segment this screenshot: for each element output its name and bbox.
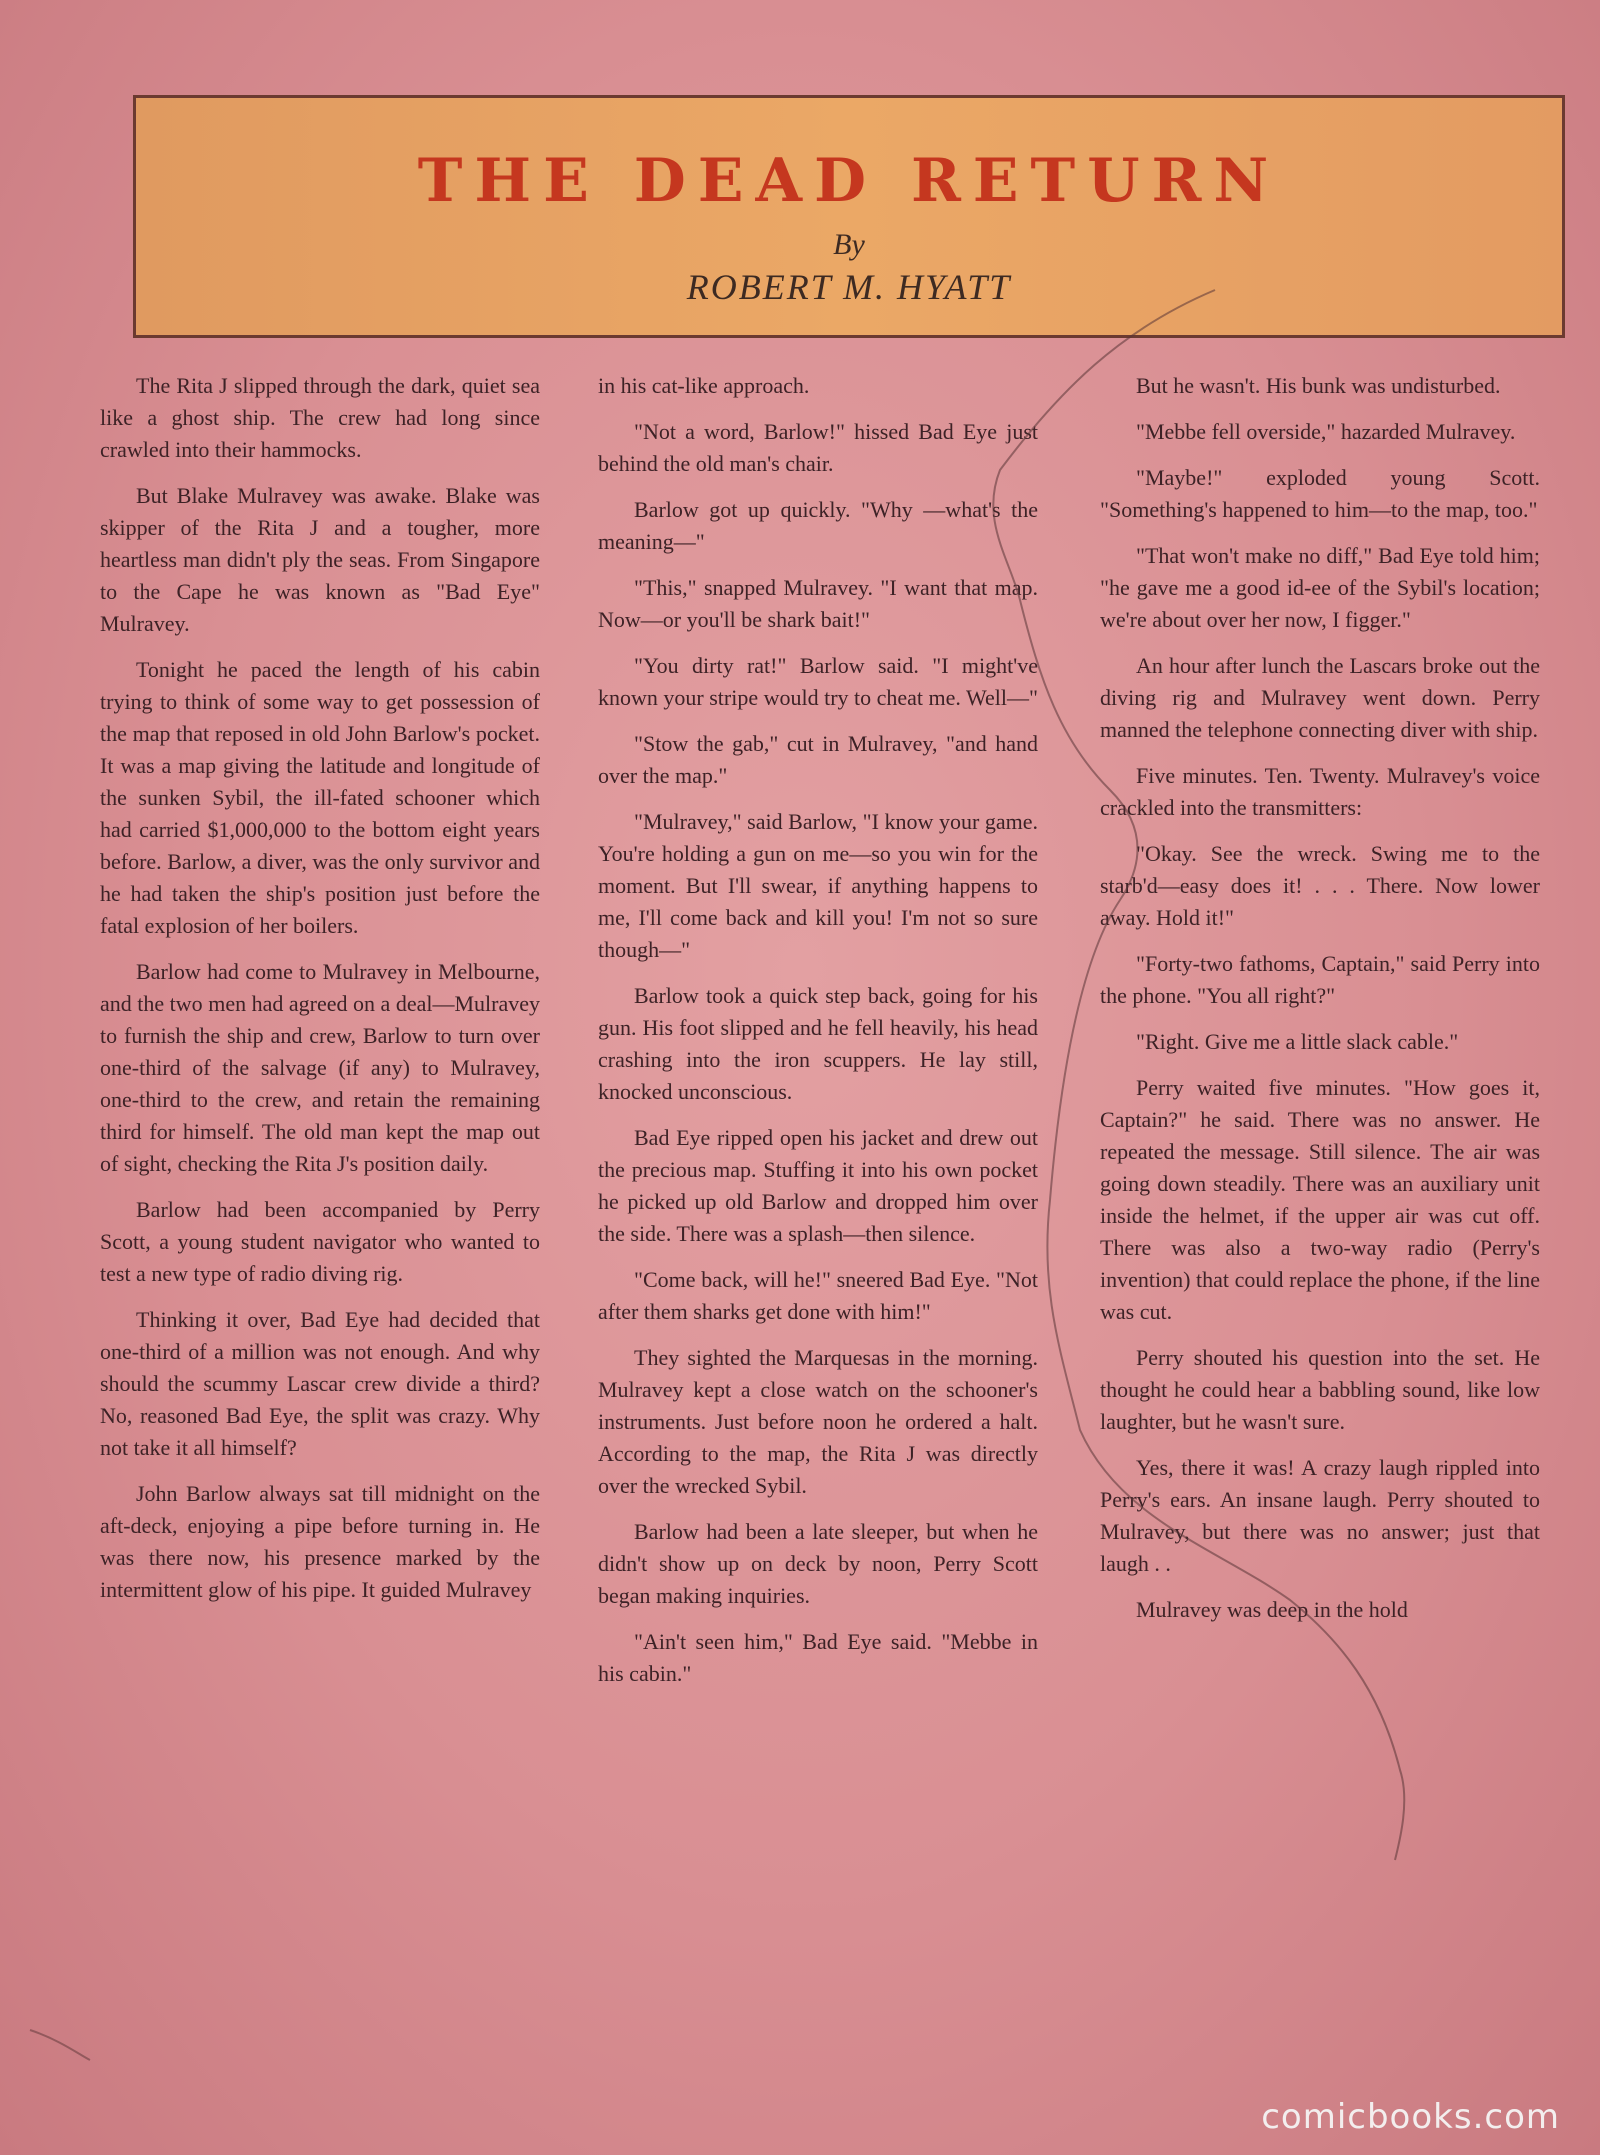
paragraph: "Right. Give me a little slack cable." bbox=[1136, 1029, 1459, 1054]
paragraph: "You dirty rat!" Barlow said. "I might've known your stripe would try to cheat me. Well—" bbox=[598, 653, 1038, 710]
paragraph: But Blake Mulravey was awake. Blake was skipper of the Rita J and a tougher, more heartless man didn't ply the seas. From Singapore to the Cape he was known as "Bad Eye" Mulravey. bbox=[100, 483, 540, 636]
title-banner bbox=[133, 95, 1565, 338]
paragraph: Tonight he paced the length of his cabin trying to think of some way to get possession of the map that reposed in old John Barlow's pocket. It was a map giving the latitude and longitude of the sunken Sybil, the ill-fated schooner which had carried $1,000,000 to the bottom eight years before. Barlow, a diver, was the only survivor and he had taken the ship's position just before the fatal explosion of her boilers. bbox=[100, 657, 540, 938]
paragraph: in his cat-like approach. bbox=[598, 373, 810, 398]
paragraph: Barlow got up quickly. "Why —what's the meaning—" bbox=[598, 497, 1038, 554]
text-column-2 bbox=[598, 370, 1038, 1704]
paragraph: Bad Eye ripped open his jacket and drew out the precious map. Stuffing it into his own pocket he picked up old Barlow and dropped him over the side. There was a splash—then silence. bbox=[598, 1125, 1038, 1246]
text-column-3 bbox=[1100, 370, 1540, 1640]
paragraph: Barlow had been accompanied by Perry Scott, a young student navigator who wanted to test a new type of radio diving rig. bbox=[100, 1197, 540, 1286]
paragraph: "Not a word, Barlow!" hissed Bad Eye just behind the old man's chair. bbox=[598, 419, 1038, 476]
paragraph: Mulravey was deep in the hold bbox=[1136, 1597, 1408, 1622]
text-column-1 bbox=[100, 370, 540, 1620]
byline: By bbox=[833, 228, 865, 261]
author-name: ROBERT M. HYATT bbox=[686, 267, 1012, 307]
paragraph: An hour after lunch the Lascars broke out the diving rig and Mulravey went down. Perry manned the telephone connecting diver with ship. bbox=[1100, 653, 1540, 742]
paragraph: "Ain't seen him," Bad Eye said. "Mebbe in his cabin." bbox=[598, 1629, 1038, 1686]
paragraph: Five minutes. Ten. Twenty. Mulravey's voice crackled into the transmitters: bbox=[1100, 763, 1540, 820]
paragraph: "Come back, will he!" sneered Bad Eye. "Not after them sharks get done with him!" bbox=[598, 1267, 1038, 1324]
paragraph: Barlow had been a late sleeper, but when he didn't show up on deck by noon, Perry Scott began making inquiries. bbox=[598, 1519, 1038, 1608]
paragraph: "Mebbe fell overside," hazarded Mulravey. bbox=[1136, 419, 1516, 444]
paragraph: Perry shouted his question into the set. He thought he could hear a babbling sound, like low laughter, but he wasn't sure. bbox=[1100, 1345, 1540, 1434]
paragraph: "Stow the gab," cut in Mulravey, "and hand over the map." bbox=[598, 731, 1038, 788]
site-watermark: comicbooks.com bbox=[1261, 2097, 1560, 2137]
paragraph: "That won't make no diff," Bad Eye told him; "he gave me a good id-ee of the Sybil's location; we're about over her now, I figger." bbox=[1100, 543, 1540, 632]
paragraph: They sighted the Marquesas in the morning. Mulravey kept a close watch on the schooner's instruments. Just before noon he ordered a halt. According to the map, the Rita J was directly over the wrecked Sybil. bbox=[598, 1345, 1038, 1498]
story-title: THE DEAD RETURN bbox=[417, 146, 1281, 216]
paragraph: The Rita J slipped through the dark, quiet sea like a ghost ship. The crew had long since crawled into their hammocks. bbox=[100, 373, 540, 462]
paragraph: Thinking it over, Bad Eye had decided that one-third of a million was not enough. And why should the scummy Lascar crew divide a third? No, reasoned Bad Eye, the split was crazy. Why not take it all himself? bbox=[100, 1307, 540, 1460]
paragraph: "Forty-two fathoms, Captain," said Perry into the phone. "You all right?" bbox=[1100, 951, 1540, 1008]
paragraph: Perry waited five minutes. "How goes it, Captain?" he said. There was no answer. He repeated the message. Still silence. The air was going down steadily. There was an auxiliary unit inside the helmet, if the upper air was cut off. There was also a two-way radio (Perry's invention) that could replace the phone, if the line was cut. bbox=[1100, 1075, 1540, 1324]
paragraph: Barlow took a quick step back, going for his gun. His foot slipped and he fell heavily, his head crashing into the iron scuppers. He lay still, knocked unconscious. bbox=[598, 983, 1038, 1104]
paragraph: "Maybe!" exploded young Scott. "Something's happened to him—to the map, too." bbox=[1100, 465, 1540, 522]
paragraph: "Mulravey," said Barlow, "I know your game. You're holding a gun on me—so you win for the moment. But I'll swear, if anything happens to me, I'll come back and kill you! I'm not so sure though—" bbox=[598, 809, 1038, 962]
paragraph: "Okay. See the wreck. Swing me to the starb'd—easy does it! . . . There. Now lower away. Hold it!" bbox=[1100, 841, 1540, 930]
paragraph: John Barlow always sat till midnight on the aft-deck, enjoying a pipe before turning in. He was there now, his presence marked by the intermittent glow of his pipe. It guided Mulravey bbox=[100, 1481, 540, 1602]
paragraph: Barlow had come to Mulravey in Melbourne, and the two men had agreed on a deal—Mulravey to furnish the ship and crew, Barlow to turn over one-third of the salvage (if any) to Mulravey, one-third to the crew, and retain the remaining third for himself. The old man kept the map out of sight, checking the Rita J's position daily. bbox=[100, 959, 540, 1176]
paragraph: "This," snapped Mulravey. "I want that map. Now—or you'll be shark bait!" bbox=[598, 575, 1038, 632]
paragraph: Yes, there it was! A crazy laugh rippled into Perry's ears. An insane laugh. Perry shouted to Mulravey, but there was no answer; just that laugh . . bbox=[1100, 1455, 1540, 1576]
paragraph: But he wasn't. His bunk was undisturbed. bbox=[1136, 373, 1501, 398]
